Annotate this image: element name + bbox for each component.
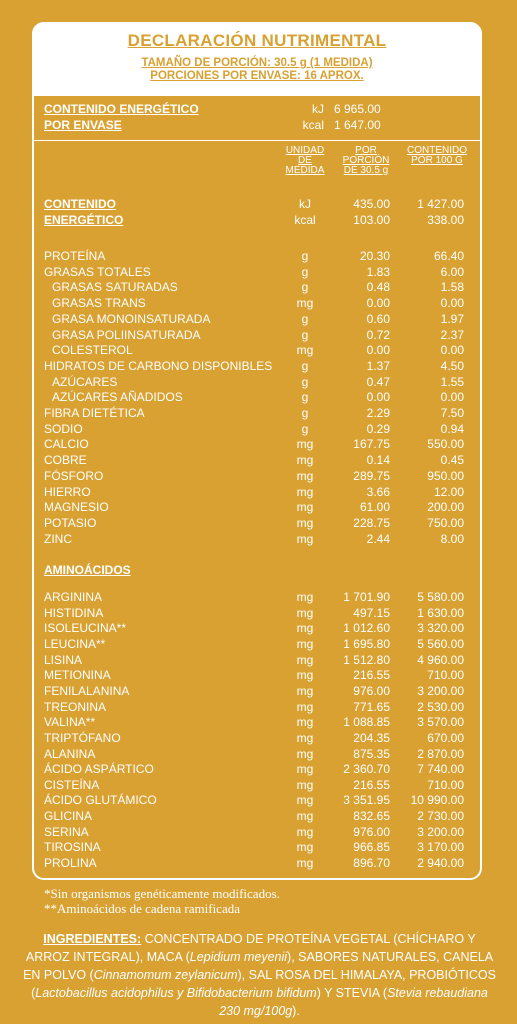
row-per100: 1.97 — [440, 311, 464, 326]
row-name: ARGININA — [44, 590, 103, 604]
divider — [32, 140, 482, 141]
row-per100: 950.00 — [427, 468, 464, 483]
row-unit: mg — [296, 468, 314, 483]
row-unit: mg — [296, 793, 314, 808]
row-name: FÓSFORO — [44, 468, 104, 483]
row-name: AZÚCARES AÑADIDOS — [52, 390, 183, 405]
row-unit: mg — [296, 746, 314, 761]
row-name: GRASA MONOINSATURADA — [52, 311, 211, 326]
row-name: GRASA POLIINSATURADA — [52, 327, 201, 342]
row-unit: g — [301, 406, 309, 420]
row-unit: mg — [296, 699, 314, 714]
table-row — [0, 761, 517, 777]
row-portion: 1 695.80 — [343, 636, 390, 651]
row-name: PROLINA — [44, 856, 97, 871]
row-per100: 0.00 — [440, 390, 464, 405]
row-per100: 3 200.00 — [417, 683, 464, 698]
row-portion: 0.29 — [366, 421, 390, 436]
table-row — [0, 683, 517, 699]
table-row — [0, 792, 517, 808]
energy-kcal-unit: kcal — [294, 213, 316, 227]
row-portion: 1.37 — [366, 358, 390, 373]
row-name: SODIO — [44, 421, 83, 436]
row-per100: 3 200.00 — [417, 824, 464, 839]
row-per100: 1.55 — [440, 374, 464, 389]
row-name: METIONINA — [44, 668, 111, 683]
energy-kj-unit: kJ — [299, 197, 311, 211]
energy-kj-row — [0, 196, 517, 212]
table-row — [0, 374, 517, 390]
row-unit: mg — [296, 484, 314, 499]
energy-kj-portion: 435.00 — [353, 197, 390, 211]
row-per100: 2 870.00 — [417, 746, 464, 761]
row-unit: mg — [296, 605, 314, 620]
ingredients-part: ), SAL ROSA DEL HIMALAYA, PROBIÓTICOS ( — [31, 968, 496, 1000]
column-unit-line: UNIDAD — [285, 145, 325, 156]
row-per100: 3 170.00 — [417, 840, 464, 855]
row-per100: 2 530.00 — [417, 699, 464, 714]
row-unit: mg — [296, 777, 314, 792]
table-row — [0, 636, 517, 652]
column-portion-line: POR — [355, 145, 377, 156]
row-portion: 61.00 — [359, 500, 390, 515]
column-per100-line: CONTENIDO — [407, 145, 467, 156]
table-row — [0, 589, 517, 605]
row-unit: mg — [296, 668, 314, 683]
row-name: ZINC — [44, 531, 72, 546]
row-portion: 3 351.95 — [343, 793, 390, 808]
table-row — [0, 839, 517, 855]
envase-kcal-unit: kcal — [302, 118, 324, 132]
row-unit: mg — [296, 840, 314, 855]
column-per100-header — [404, 146, 470, 166]
ingredients-part: ). — [292, 1004, 300, 1018]
row-portion: 2.44 — [366, 531, 390, 546]
serving-size: TAMAÑO DE PORCIÓN: 30.5 g (1 MEDIDA) — [141, 57, 373, 69]
row-name: TIROSINA — [44, 840, 101, 855]
row-unit: mg — [296, 621, 314, 636]
envase-kcal-value: 1 647.00 — [334, 118, 381, 132]
row-unit: mg — [296, 636, 314, 651]
table-row — [0, 311, 517, 327]
table-row — [0, 620, 517, 636]
row-portion: 1 512.80 — [343, 652, 390, 667]
row-portion: 289.75 — [353, 468, 390, 483]
row-unit: mg — [296, 809, 314, 824]
row-portion: 976.00 — [353, 824, 390, 839]
row-unit: mg — [296, 730, 314, 745]
table-row — [0, 468, 517, 484]
row-unit: mg — [296, 762, 314, 777]
table-row — [0, 295, 517, 311]
table-row — [0, 327, 517, 343]
table-row — [0, 342, 517, 358]
row-name: CISTEÍNA — [44, 777, 100, 792]
row-name: GRASAS TRANS — [52, 296, 146, 311]
row-per100: 710.00 — [427, 777, 464, 792]
table-row — [0, 421, 517, 437]
table-row — [0, 484, 517, 500]
row-per100: 10 990.00 — [410, 793, 464, 808]
row-per100: 4 960.00 — [417, 652, 464, 667]
ingredients-scientific: Lepidium meyenii — [189, 950, 288, 964]
table-row — [0, 699, 517, 715]
table-row — [0, 824, 517, 840]
row-portion: 1.83 — [366, 264, 390, 279]
row-unit: mg — [296, 437, 314, 452]
row-name: CALCIO — [44, 437, 89, 452]
row-portion: 228.75 — [353, 515, 390, 530]
row-unit: g — [301, 358, 309, 373]
row-portion: 976.00 — [353, 683, 390, 698]
row-portion: 2 360.70 — [343, 762, 390, 777]
energy-kcal-per100: 338.00 — [427, 213, 464, 227]
row-name: TRIPTÓFANO — [44, 730, 121, 745]
column-portion-line: PORCIÓN — [342, 155, 390, 166]
row-unit: g — [301, 280, 309, 295]
row-portion: 0.72 — [366, 327, 390, 342]
row-per100: 5 560.00 — [417, 636, 464, 651]
row-name: GRASAS SATURADAS — [52, 280, 178, 295]
nutrition-header — [32, 22, 482, 96]
table-row — [0, 652, 517, 668]
row-portion: 1 088.85 — [343, 715, 390, 730]
row-portion: 896.70 — [353, 856, 390, 871]
row-per100: 0.45 — [440, 453, 464, 468]
row-portion: 875.35 — [353, 746, 390, 761]
table-row — [0, 531, 517, 547]
row-unit: mg — [296, 715, 314, 730]
table-row — [0, 777, 517, 793]
row-name: VALINA** — [44, 715, 96, 730]
row-name: MAGNESIO — [44, 500, 109, 515]
row-portion: 966.85 — [353, 840, 390, 855]
amino-title-row — [0, 562, 517, 578]
row-portion: 20.30 — [359, 249, 390, 263]
row-name: AZÚCARES — [52, 374, 118, 389]
table-row — [0, 389, 517, 405]
row-portion: 0.00 — [366, 343, 390, 358]
envase-label-2: POR ENVASE — [44, 118, 122, 132]
row-unit: mg — [296, 343, 314, 358]
row-name: HIDRATOS DE CARBONO DISPONIBLES — [44, 358, 273, 373]
row-per100: 550.00 — [427, 437, 464, 452]
row-name: HIERRO — [44, 484, 91, 499]
row-unit: g — [301, 264, 309, 279]
footnote-gmo: *Sin organismos genéticamente modificados. — [44, 886, 280, 901]
row-per100: 0.94 — [440, 421, 464, 436]
table-row — [0, 730, 517, 746]
row-per100: 0.00 — [440, 296, 464, 311]
row-per100: 3 320.00 — [417, 621, 464, 636]
row-per100: 2.37 — [440, 327, 464, 342]
row-portion: 216.55 — [353, 777, 390, 792]
column-unit-header — [284, 146, 326, 176]
table-row — [0, 855, 517, 871]
portions-per-container: PORCIONES POR ENVASE: 16 APROX. — [150, 70, 364, 82]
row-name: ÁCIDO ASPÁRTICO — [44, 762, 154, 777]
row-per100: 750.00 — [427, 515, 464, 530]
table-row — [0, 746, 517, 762]
row-name: POTASIO — [44, 515, 97, 530]
row-unit: g — [301, 327, 309, 342]
table-row — [0, 452, 517, 468]
row-unit: mg — [296, 590, 314, 604]
ingredients-scientific: Lactobacillus acidophilus y Bifidobacterium bifidum — [35, 986, 317, 1000]
row-per100: 710.00 — [427, 668, 464, 683]
row-per100: 12.00 — [433, 484, 464, 499]
row-unit: g — [301, 421, 309, 436]
amino-title: AMINOÁCIDOS — [44, 563, 131, 577]
row-name: FENILALANINA — [44, 683, 130, 698]
row-per100: 7.50 — [440, 406, 464, 420]
row-portion: 167.75 — [353, 437, 390, 452]
energy-label-1: CONTENIDO — [44, 197, 116, 211]
nutrition-title: DECLARACIÓN NUTRIMENTAL — [127, 31, 387, 50]
column-unit-line: DE — [298, 155, 312, 166]
table-row — [0, 515, 517, 531]
table-row — [0, 499, 517, 515]
envase-kj-row — [0, 101, 517, 117]
row-per100: 3 570.00 — [417, 715, 464, 730]
row-name: ÁCIDO GLUTÁMICO — [44, 793, 157, 808]
energy-label-2: ENERGÉTICO — [44, 213, 124, 227]
row-unit: mg — [296, 652, 314, 667]
row-portion: 1 701.90 — [343, 590, 390, 604]
ingredients-part: ) Y STEVIA ( — [316, 986, 388, 1000]
column-unit-line: MEDIDA — [285, 165, 325, 176]
row-unit: mg — [296, 453, 314, 468]
column-portion-line: DE 30.5 g — [343, 165, 389, 176]
row-name: COBRE — [44, 453, 87, 468]
table-row — [0, 714, 517, 730]
table-row — [0, 605, 517, 621]
row-per100: 200.00 — [427, 500, 464, 515]
ingredients-label: INGREDIENTES: — [43, 932, 142, 946]
row-unit: mg — [296, 515, 314, 530]
row-portion: 832.65 — [353, 809, 390, 824]
footnote-bcaa: **Aminoácidos de cadena ramificada — [44, 901, 240, 916]
row-unit: mg — [296, 856, 314, 871]
ingredients-scientific: Stevia rebaudiana 230 mg/100g — [219, 986, 488, 1018]
row-per100: 6.00 — [440, 264, 464, 279]
ingredients-text — [22, 930, 497, 1020]
row-name: SERINA — [44, 824, 89, 839]
row-portion: 0.60 — [366, 311, 390, 326]
row-per100: 7 740.00 — [417, 762, 464, 777]
energy-kcal-row — [0, 212, 517, 228]
ingredients-part: CONCENTRADO DE PROTEÍNA VEGETAL (CHÍCHARO Y ARROZ INTEGRAL), MACA ( — [25, 932, 476, 964]
table-row — [0, 808, 517, 824]
table-row — [0, 436, 517, 452]
row-per100: 8.00 — [440, 531, 464, 546]
table-row — [0, 667, 517, 683]
table-row — [0, 264, 517, 280]
ingredients-scientific: Cinnamomum zeylanicum — [93, 968, 238, 982]
row-name: GRASAS TOTALES — [44, 264, 151, 279]
row-name: ISOLEUCINA** — [44, 621, 127, 636]
row-name: LISINA — [44, 652, 83, 667]
row-per100: 5 580.00 — [417, 590, 464, 604]
column-portion-header — [336, 146, 396, 176]
row-unit: g — [301, 311, 309, 326]
row-portion: 0.47 — [366, 374, 390, 389]
row-portion: 0.48 — [366, 280, 390, 295]
row-portion: 3.66 — [366, 484, 390, 499]
row-per100: 66.40 — [433, 249, 464, 263]
row-name: TREONINA — [44, 699, 107, 714]
row-name: LEUCINA** — [44, 636, 106, 651]
row-portion: 204.35 — [353, 730, 390, 745]
table-row — [0, 358, 517, 374]
envase-kj-unit: kJ — [312, 102, 324, 116]
row-per100: 4.50 — [440, 358, 464, 373]
row-unit: mg — [296, 296, 314, 311]
row-name: HISTIDINA — [44, 605, 104, 620]
row-portion: 0.00 — [366, 296, 390, 311]
row-name: PROTEÍNA — [44, 249, 106, 263]
row-name: COLESTEROL — [52, 343, 133, 358]
row-portion: 0.00 — [366, 390, 390, 405]
row-per100: 1 630.00 — [417, 605, 464, 620]
row-portion: 497.15 — [353, 605, 390, 620]
table-row — [0, 405, 517, 421]
row-per100: 2 940.00 — [417, 856, 464, 871]
row-portion: 216.55 — [353, 668, 390, 683]
row-per100: 670.00 — [427, 730, 464, 745]
row-name: ALANINA — [44, 746, 96, 761]
row-portion: 0.14 — [366, 453, 390, 468]
column-per100-line: POR 100 G — [411, 155, 463, 166]
ingredients-part: ), SABORES NATURALES, CANELA EN POLVO ( — [23, 950, 494, 982]
row-unit: g — [301, 249, 309, 263]
table-row — [0, 279, 517, 295]
row-unit: mg — [296, 500, 314, 515]
table-row — [0, 248, 517, 264]
row-unit: mg — [296, 683, 314, 698]
row-per100: 0.00 — [440, 343, 464, 358]
energy-kj-per100: 1 427.00 — [417, 197, 464, 211]
row-portion: 1 012.60 — [343, 621, 390, 636]
row-name: FIBRA DIETÉTICA — [44, 406, 145, 420]
row-per100: 1.58 — [440, 280, 464, 295]
row-name: GLICINA — [44, 809, 93, 824]
envase-label-1: CONTENIDO ENERGÉTICO — [44, 102, 199, 116]
row-portion: 2.29 — [366, 406, 390, 420]
envase-kj-value: 6 965.00 — [334, 102, 381, 116]
envase-kcal-row — [0, 117, 517, 133]
row-unit: mg — [296, 824, 314, 839]
row-unit: mg — [296, 531, 314, 546]
row-portion: 771.65 — [353, 699, 390, 714]
row-per100: 2 730.00 — [417, 809, 464, 824]
row-unit: g — [301, 374, 309, 389]
energy-kcal-portion: 103.00 — [353, 213, 390, 227]
row-unit: g — [301, 390, 309, 405]
